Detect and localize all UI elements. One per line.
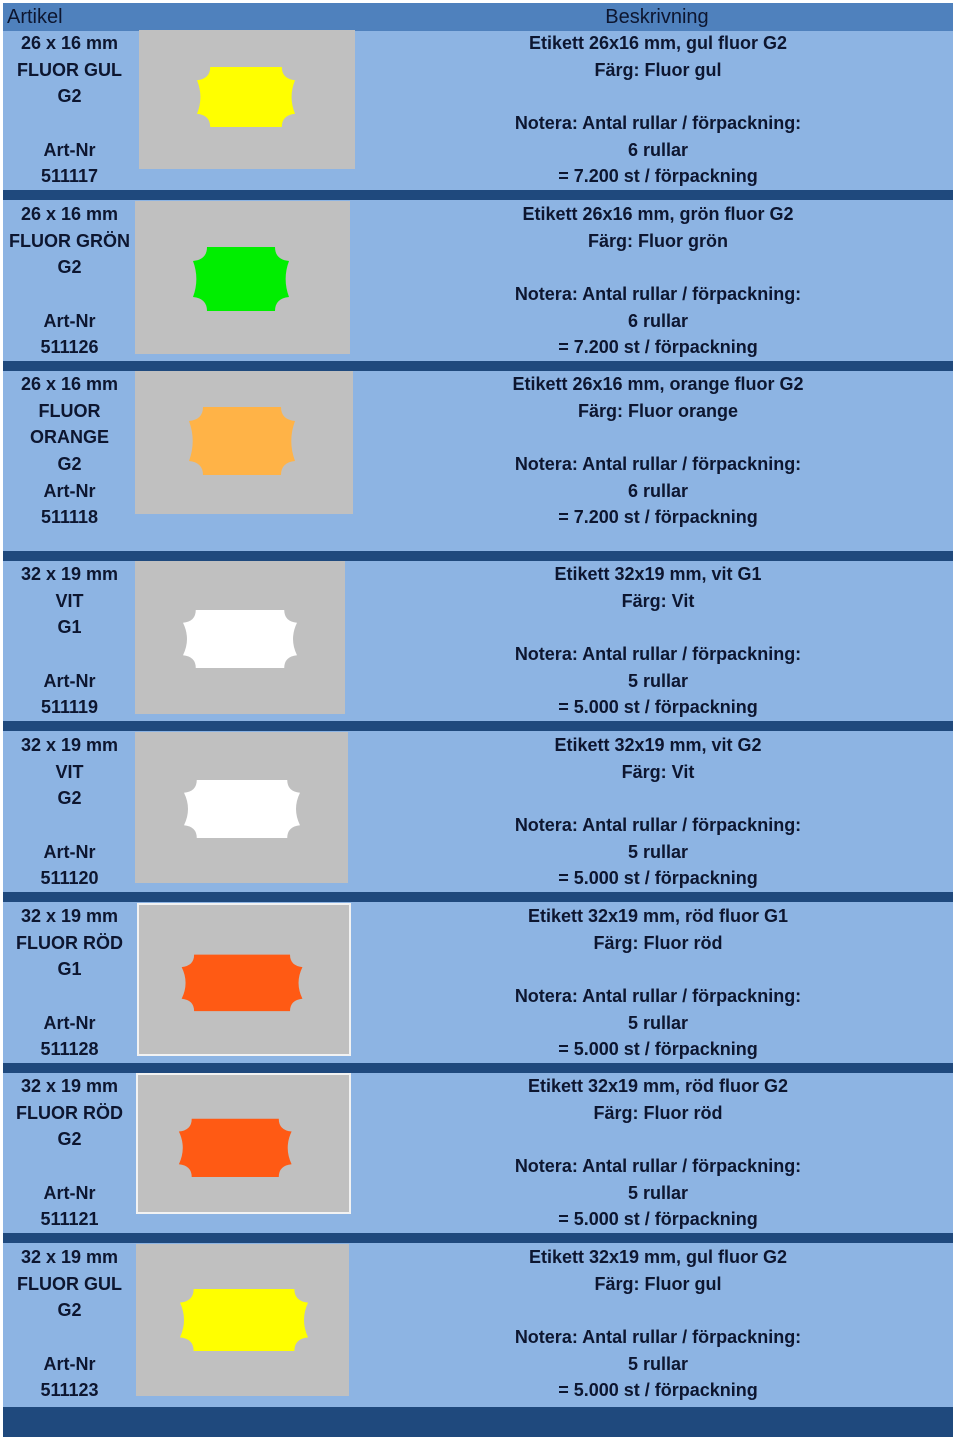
color-line: Färg: Vit [621,761,695,782]
spacer [463,83,853,110]
product-name: FLUOR GUL [17,1273,122,1294]
article-cell [3,201,136,361]
price-label-shape [139,30,355,169]
artnr-label: Art-Nr [43,841,96,862]
header-description: Beskrivning [605,6,709,28]
spacer [463,956,853,983]
product-name: FLUOR RÖD [16,932,123,953]
product-row [3,903,953,1063]
row-separator [3,551,953,561]
grade-text: G2 [57,788,82,809]
per-pack-line: = 7.200 st / förpackning [558,507,758,528]
label-shape [193,247,289,311]
label-shape [180,1289,308,1351]
spacer [3,110,136,137]
price-label-shape [135,371,353,514]
size-text: 26 x 16 mm [20,33,119,53]
product-row [3,561,953,721]
color-line: Färg: Fluor orange [577,400,738,421]
note-line: Notera: Antal rullar / förpackning: [514,986,802,1007]
product-name: VIT [55,590,84,611]
article-cell [3,732,136,892]
grade-text: G2 [57,257,82,278]
spacer [3,641,136,668]
spacer [3,983,136,1010]
per-pack-line: = 5.000 st / förpackning [558,1209,758,1230]
rolls-line: 6 rullar [627,310,689,331]
product-row [3,201,953,361]
description-title: Etikett 32x19 mm, röd fluor G1 [527,906,789,926]
product-row [3,1244,953,1404]
row-separator [3,892,953,902]
label-shape [197,67,295,127]
size-text: 32 x 19 mm [20,564,119,584]
grade-text: G2 [57,454,82,475]
grade-text: G2 [57,1129,82,1150]
artnr-value: 511123 [40,1380,99,1401]
article-cell [3,1244,136,1404]
price-label-shape [135,201,350,354]
size-text: 32 x 19 mm [20,906,119,926]
artnr-value: 511120 [40,868,99,889]
row-separator [3,190,953,200]
header-article: Artikel [7,6,63,28]
description-title: Etikett 26x16 mm, grön fluor G2 [522,204,794,224]
artnr-label: Art-Nr [43,1012,96,1033]
description-cell [463,30,853,190]
description-cell [463,561,853,721]
spacer [463,1297,853,1324]
product-name: FLUOR RÖD [16,1102,123,1123]
product-row [3,1073,953,1233]
rolls-line: 5 rullar [627,841,689,862]
description-cell [463,732,853,892]
label-image [139,30,355,169]
note-line: Notera: Antal rullar / förpackning: [514,644,802,665]
color-line: Färg: Vit [621,590,695,611]
spacer [3,281,136,308]
description-cell [463,1244,853,1404]
artnr-value: 511128 [40,1039,99,1060]
product-row [3,30,953,190]
artnr-value: 511118 [40,507,99,528]
per-pack-line: = 7.200 st / förpackning [558,166,758,187]
color-line: Färg: Fluor grön [588,230,728,251]
label-shape [179,1119,292,1177]
artnr-label: Art-Nr [43,670,96,691]
per-pack-line: = 5.000 st / förpackning [558,697,758,718]
label-image [136,1073,351,1214]
artnr-label: Art-Nr [43,480,96,501]
note-line: Notera: Antal rullar / förpackning: [514,113,802,134]
article-cell [3,1073,136,1233]
rolls-line: 6 rullar [627,480,689,501]
artnr-value: 511119 [40,697,99,718]
label-shape [182,955,303,1011]
description-title: Etikett 32x19 mm, gul fluor G2 [528,1247,788,1267]
spacer [3,1324,136,1351]
color-line: Färg: Fluor gul [594,59,722,80]
artnr-label: Art-Nr [43,310,96,331]
note-line: Notera: Antal rullar / förpackning: [514,284,802,305]
size-text: 32 x 19 mm [20,735,119,755]
label-image [137,903,351,1056]
price-label-shape [135,561,345,714]
description-cell [463,1073,853,1233]
row-separator [3,361,953,371]
per-pack-line: = 5.000 st / förpackning [558,1039,758,1060]
per-pack-line: = 5.000 st / förpackning [558,1380,758,1401]
description-title: Etikett 32x19 mm, vit G1 [554,564,762,584]
spacer [3,812,136,839]
article-cell [3,903,136,1063]
spacer [3,1153,136,1180]
description-cell [463,903,853,1063]
size-text: 32 x 19 mm [20,1076,119,1096]
article-cell [3,561,136,721]
description-title: Etikett 26x16 mm, gul fluor G2 [528,33,788,53]
description-cell [463,371,853,531]
table-header [3,3,953,31]
spacer [463,785,853,812]
color-line: Färg: Fluor gul [594,1273,722,1294]
price-label-shape [139,905,349,1054]
label-image [136,1244,349,1396]
product-row [3,732,953,892]
label-image [135,201,350,354]
label-shape [183,610,297,668]
size-text: 26 x 16 mm [20,204,119,224]
per-pack-line: = 7.200 st / förpackning [558,337,758,358]
note-line: Notera: Antal rullar / förpackning: [514,1327,802,1348]
article-cell [3,371,136,531]
size-text: 26 x 16 mm [20,374,119,394]
spacer [463,254,853,281]
price-label-shape [135,732,348,883]
product-sheet [3,3,953,1437]
product-name: FLUOR GUL [17,59,122,80]
color-line: Färg: Fluor röd [593,1102,723,1123]
note-line: Notera: Antal rullar / förpackning: [514,1156,802,1177]
product-row [3,371,953,531]
footer-bar [3,1407,953,1437]
per-pack-line: = 5.000 st / förpackning [558,868,758,889]
row-separator [3,1233,953,1243]
product-name: FLUOR GRÖN [9,230,130,251]
spacer [463,1126,853,1153]
size-text: 32 x 19 mm [20,1247,119,1267]
label-shape [189,407,295,475]
grade-text: G1 [57,959,82,980]
label-image [135,371,353,514]
rolls-line: 5 rullar [627,1353,689,1374]
label-image [135,561,345,714]
description-cell [463,201,853,361]
artnr-label: Art-Nr [43,139,96,160]
artnr-label: Art-Nr [43,1182,96,1203]
color-line: Färg: Fluor röd [593,932,723,953]
product-name: FLUOR [38,400,101,421]
artnr-value: 511126 [40,337,99,358]
grade-text: G2 [57,1300,82,1321]
spacer [463,614,853,641]
note-line: Notera: Antal rullar / förpackning: [514,815,802,836]
label-shape [184,780,300,838]
rolls-line: 5 rullar [627,1012,689,1033]
rolls-line: 5 rullar [627,670,689,691]
grade-text: G1 [57,617,82,638]
row-separator [3,721,953,731]
spacer [463,424,853,451]
description-title: Etikett 32x19 mm, vit G2 [554,735,762,755]
price-label-shape [136,1244,349,1396]
article-cell [3,30,136,190]
product-name: VIT [55,761,84,782]
grade-text: G2 [57,86,82,107]
rolls-line: 5 rullar [627,1182,689,1203]
artnr-label: Art-Nr [43,1353,96,1374]
row-separator [3,1063,953,1073]
product-name-cont: ORANGE [29,427,109,448]
artnr-value: 511121 [40,1209,99,1230]
rolls-line: 6 rullar [627,139,689,160]
note-line: Notera: Antal rullar / förpackning: [514,454,802,475]
description-title: Etikett 26x16 mm, orange fluor G2 [512,374,804,394]
description-title: Etikett 32x19 mm, röd fluor G2 [527,1076,789,1096]
price-label-shape [138,1075,349,1212]
label-image [135,732,348,883]
artnr-value: 511117 [40,166,99,187]
